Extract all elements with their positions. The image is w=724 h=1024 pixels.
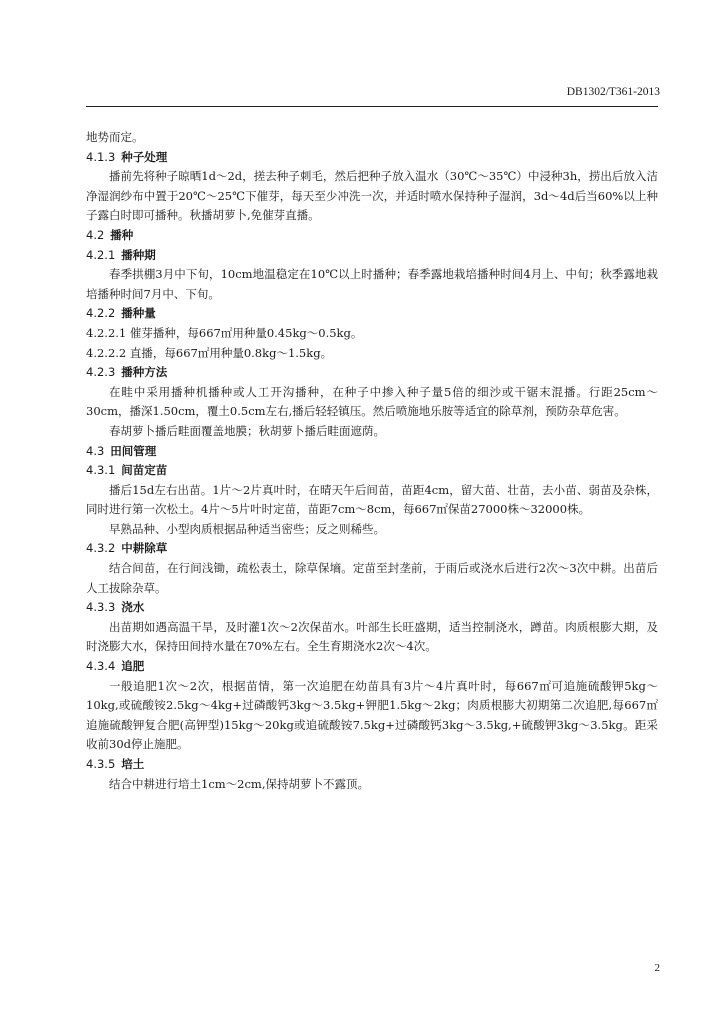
paragraph: 结合间苗，在行间浅锄，疏松表土，除草保墒。定苗至封垄前，于雨后或浇水后进行2次～3次中耕。出苗后人工拔除杂草。 bbox=[86, 561, 658, 595]
section-heading bbox=[86, 598, 658, 618]
header-rule bbox=[86, 106, 658, 107]
section-title: 中耕除草 bbox=[121, 541, 168, 556]
section-title: 播种方法 bbox=[121, 365, 168, 380]
section-heading bbox=[86, 461, 658, 481]
section-number: 4.3 bbox=[86, 443, 105, 458]
section-title: 间苗定苗 bbox=[121, 463, 168, 478]
section-title: 种子处理 bbox=[121, 149, 168, 164]
paragraph: 在畦中采用播种机播种或人工开沟播种，在种子中掺入种子量5倍的细沙或干锯末混播。行距25cm～30cm，播深1.50cm，覆土0.5cm左右,播后轻轻镇压。然后喷施地乐胺等适宜的除草剂，预防杂草危害。 bbox=[86, 384, 658, 419]
document-body bbox=[86, 128, 658, 794]
section-number: 4.2.2 bbox=[86, 306, 116, 321]
section-heading bbox=[86, 657, 658, 677]
paragraph: 4.2.2.1 催芽播种，每667㎡用种量0.45kg～0.5kg。 bbox=[86, 325, 363, 340]
section-number: 4.3.4 bbox=[86, 659, 116, 674]
section-number: 4.2.1 bbox=[86, 247, 116, 262]
section-heading bbox=[86, 148, 658, 168]
section-title: 追肥 bbox=[121, 659, 145, 674]
section-number: 4.3.5 bbox=[86, 757, 116, 771]
page-number: 2 bbox=[654, 962, 660, 974]
paragraph: 播前先将种子晾晒1d～2d，搓去种子刺毛，然后把种子放入温水（30℃～35℃）中浸种3h，捞出后放入洁净湿润纱布中置于20℃～25℃下催芽，每天至少冲洗一次，并适时喷水保持种子湿润，3d～4d后当60%以上种子露白时即可播种。秋播胡萝卜,免催芽直播。 bbox=[86, 169, 658, 223]
paragraph: 春季拱棚3月中下旬，10cm地温稳定在10℃以上时播种；春季露地栽培播种时间4月上、中旬；秋季露地栽培播种时间7月中、下旬。 bbox=[86, 267, 658, 301]
section-heading bbox=[86, 363, 658, 383]
section-number: 4.2 bbox=[86, 227, 105, 242]
section-number: 4.1.3 bbox=[86, 149, 116, 164]
paragraph: 地势而定。 bbox=[86, 130, 144, 144]
section-heading bbox=[86, 539, 658, 559]
paragraph: 一般追肥1次～2次，根据苗情，第一次追肥在幼苗具有3片～4片真叶时，每667㎡可追施硫酸钾5kg～10kg,或硫酸铵2.5kg～4kg+过磷酸钙3kg～3.5kg+钾肥1.5kg～2kg；肉质根膨大初期第二次追肥,每667㎡追施硫酸钾复合肥(高钾型)15kg～20kg或追硫酸铵7.5kg+过磷酸钙3kg～3.5kg,+硫酸钾3kg～3.5kg。距采收前30d停止施肥。 bbox=[86, 678, 658, 752]
section-title: 浇水 bbox=[121, 600, 145, 615]
paragraph: 4.2.2.2 直播，每667㎡用种量0.8kg～1.5kg。 bbox=[86, 345, 333, 360]
section-title: 播种 bbox=[110, 227, 134, 242]
paragraph: 出苗期如遇高温干旱，及时灌1次～2次保苗水。叶部生长旺盛期，适当控制浇水，蹲苗。肉质根膨大期，及时浇膨大水，保持田间持水量在70%左右。全生育期浇水2次～4次。 bbox=[86, 619, 658, 654]
section-title: 播种量 bbox=[121, 306, 156, 321]
section-heading bbox=[86, 755, 658, 775]
section-heading bbox=[86, 226, 658, 246]
section-number: 4.3.2 bbox=[86, 541, 116, 556]
paragraph: 早熟品种、小型肉质根据品种适当密些；反之则稀些。 bbox=[109, 521, 385, 536]
section-number: 4.3.3 bbox=[86, 600, 116, 615]
section-heading bbox=[86, 246, 658, 266]
section-number: 4.3.1 bbox=[86, 463, 116, 478]
section-title: 田间管理 bbox=[110, 443, 157, 458]
section-title: 播种期 bbox=[121, 247, 156, 262]
section-heading bbox=[86, 304, 658, 324]
section-number: 4.2.3 bbox=[86, 365, 116, 380]
section-heading bbox=[86, 442, 658, 462]
paragraph: 春胡萝卜播后畦面覆盖地膜；秋胡萝卜播后畦面遮荫。 bbox=[109, 423, 385, 438]
paragraph: 播后15d左右出苗。1片～2片真叶时，在晴天午后间苗，苗距4cm，留大苗、壮苗，去小苗、弱苗及杂株，同时进行第一次松土。4片～5片叶时定苗，苗距7cm～8cm，每667㎡保苗27000株～32000株。 bbox=[86, 482, 658, 517]
section-title: 培土 bbox=[121, 757, 145, 771]
document-code: DB1302/T361-2013 bbox=[566, 86, 660, 98]
paragraph: 结合中耕进行培土1cm～2cm,保持胡萝卜不露顶。 bbox=[109, 776, 369, 791]
